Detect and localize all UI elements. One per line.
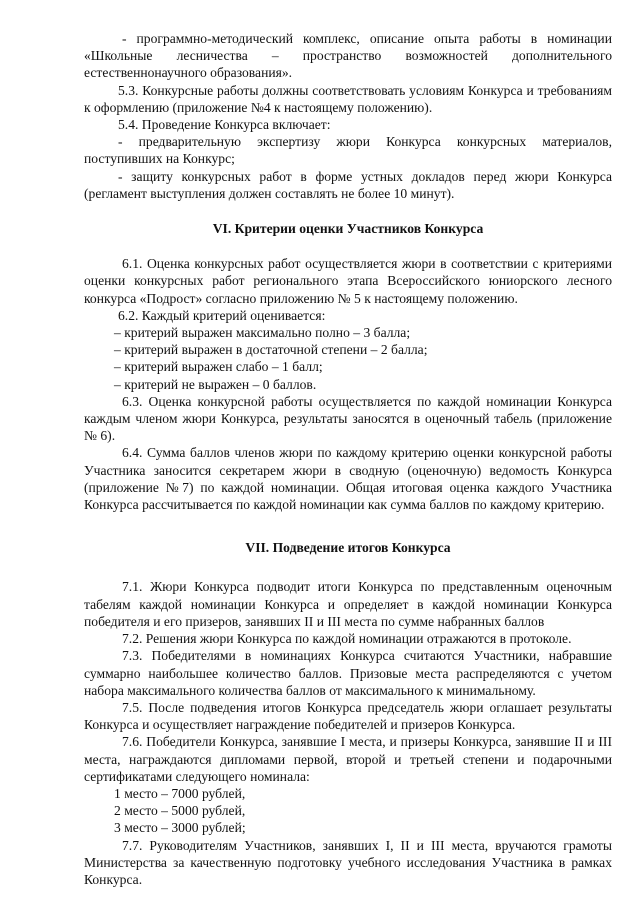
paragraph-7-1: 7.1. Жюри Конкурса подводит итоги Конкурса по представленным оценочным табелям каждой номинации Конкурса и определяет в каждой номинации Конкурса победителя и его призеров, занявших II и III места по сумме набранных баллов xyxy=(84,579,612,629)
criteria-item: – критерий выражен слабо – 1 балл; xyxy=(114,359,323,375)
paragraph-methodical-complex: - программно-методический комплекс, описание опыта работы в номинации «Школьные лесничества – пространство возможностей дополнительного естественнонаучного образования». xyxy=(84,31,612,81)
paragraph-5-4-defense: - защиту конкурсных работ в форме устных докладов перед жюри Конкурса (регламент выступления должен составлять не более 10 минут). xyxy=(84,168,612,201)
prize-item: 1 место – 7000 рублей, xyxy=(114,785,246,801)
paragraph-6-2: 6.2. Каждый критерий оценивается: xyxy=(118,307,326,323)
section-7-heading: VII. Подведение итогов Конкурса xyxy=(245,540,451,556)
paragraph-6-3: 6.3. Оценка конкурсной работы осуществляется по каждой номинации Конкурса каждым членом жюри Конкурса, результаты заносятся в оценочный табель (приложение № 6). xyxy=(84,393,612,444)
criteria-item: – критерий выражен максимально полно – 3 балла; xyxy=(114,325,411,341)
paragraph-7-2: 7.2. Решения жюри Конкурса по каждой номинации отражаются в протоколе. xyxy=(122,631,572,647)
paragraph-7-6: 7.6. Победители Конкурса, занявшие I места, и призеры Конкурса, занявшие II и III места, награждаются дипломами первой, второй и третьей степени и подарочными сертификатами следующего номинала: xyxy=(84,734,612,784)
paragraph-6-4: 6.4. Сумма баллов членов жюри по каждому критерию оценки конкурсной работы Участника заносится секретарем жюри в сводную (оценочную) ведомость Конкурса (приложение №7) по каждой номинации. Общая итоговая оценка каждого Участника Конкурса рассчитывается по каждой номинации как сумма баллов по каждому критерию. xyxy=(84,445,612,513)
criteria-item: – критерий не выражен – 0 баллов. xyxy=(114,376,317,392)
paragraph-6-1: 6.1. Оценка конкурсных работ осуществляется жюри в соответствии с критериями оценки конкурсных работ регионального этапа Всероссийского юниорского лесного конкурса «Подрост» согласно приложению № 5 к настоящему положению. xyxy=(84,256,612,306)
prize-item: 2 место – 5000 рублей, xyxy=(114,803,246,819)
paragraph-5-3: 5.3. Конкурсные работы должны соответствовать условиям Конкурса и требованиям к оформлению (приложение №4 к настоящему положению). xyxy=(84,82,612,115)
criteria-item: – критерий выражен в достаточной степени – 2 балла; xyxy=(114,342,428,358)
paragraph-5-4-expertise: - предварительную экспертизу жюри Конкурса конкурсных материалов, поступивших на Конкурс; xyxy=(84,134,612,167)
paragraph-7-3: 7.3. Победителями в номинациях Конкурса считаются Участники, набравшие суммарно наибольшее количество баллов. Призовые места распределяются с учетом набора максимального количества баллов от максимального к минимальному. xyxy=(84,648,612,698)
paragraph-7-5: 7.5. После подведения итогов Конкурса председатель жюри оглашает результаты Конкурса и осуществляет награждение победителей и призеров Конкурса. xyxy=(84,699,612,733)
paragraph-5-4: 5.4. Проведение Конкурса включает: xyxy=(118,117,331,133)
paragraph-7-7: 7.7. Руководителям Участников, занявших I, II и III места, вручаются грамоты Министерства за качественную подготовку учебного исследования Участника в рамках Конкурса. xyxy=(84,837,612,887)
prize-item: 3 место – 3000 рублей; xyxy=(114,820,246,836)
section-6-heading: VI. Критерии оценки Участников Конкурса xyxy=(212,221,484,237)
